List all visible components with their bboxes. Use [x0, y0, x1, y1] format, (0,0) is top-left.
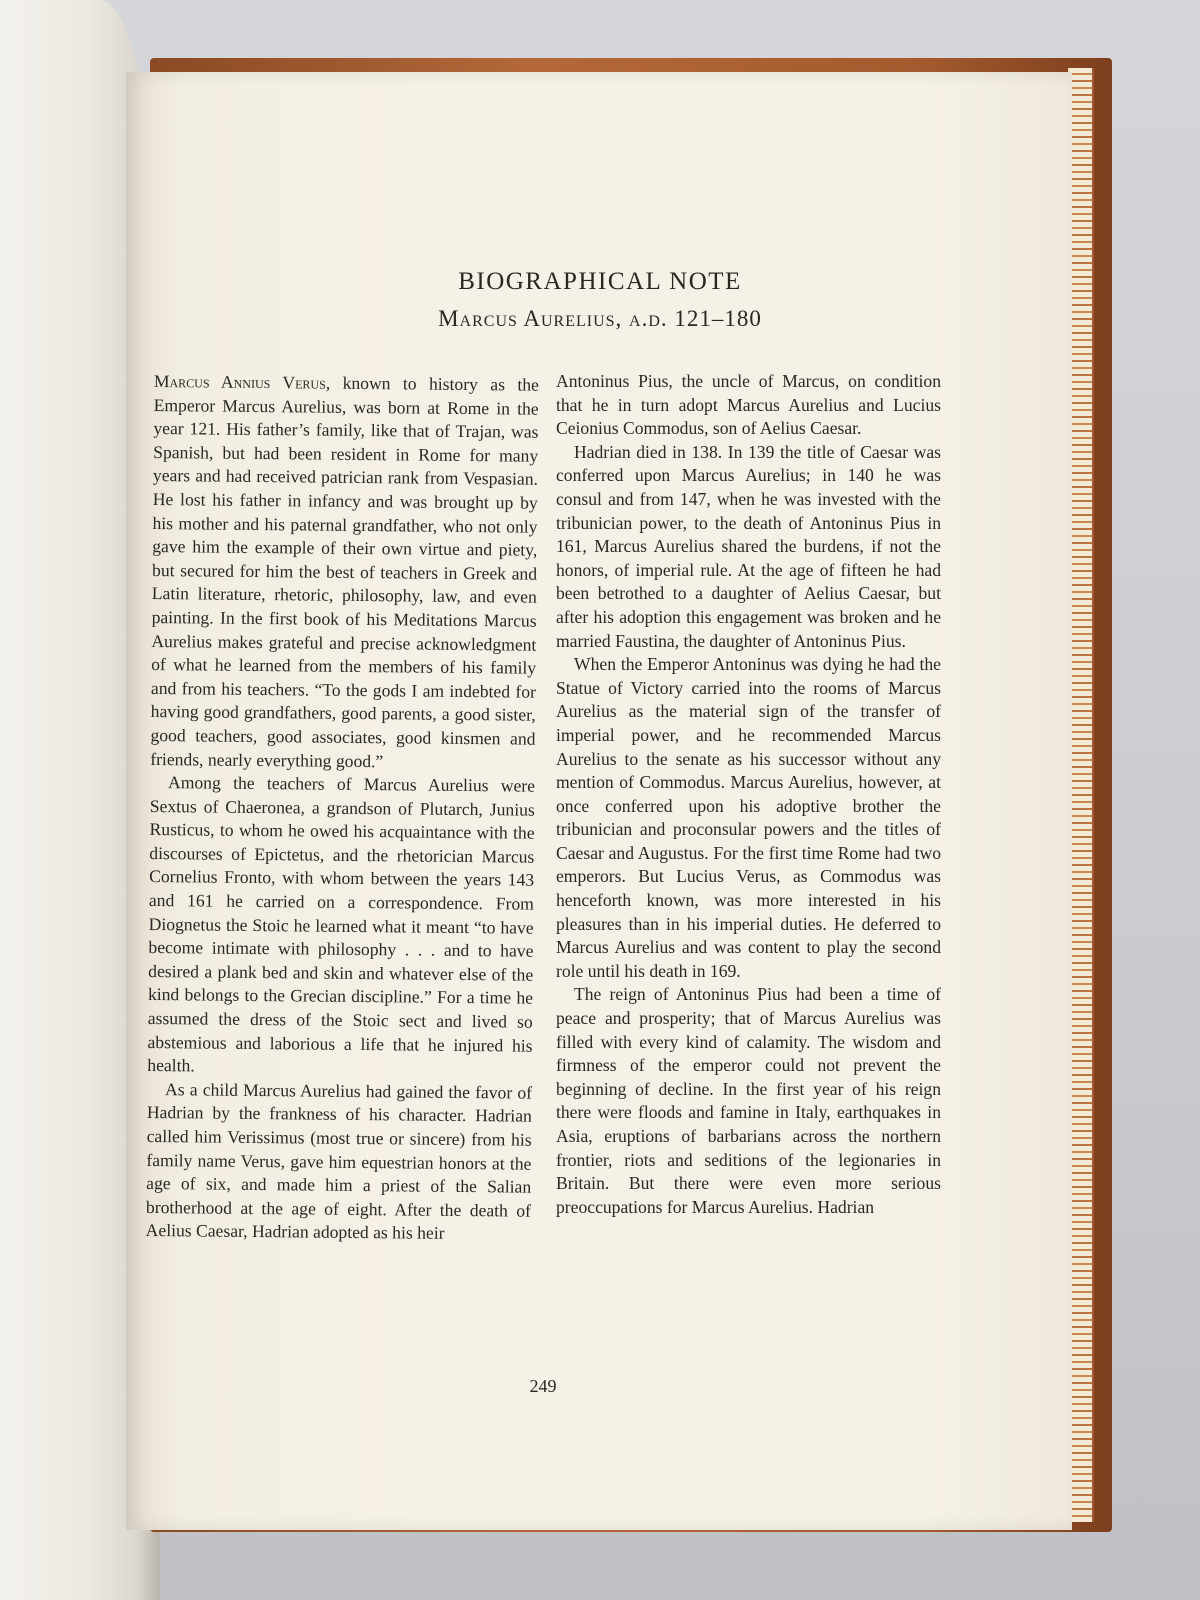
page-number: 249	[529, 1376, 557, 1396]
paragraph: Antoninus Pius, the uncle of Marcus, on condition that he in turn adopt Marcus Aurelius and Lucius Ceionius Commodus, son of Aelius Caesar.	[556, 371, 941, 439]
paragraph	[150, 370, 539, 775]
lead-in: Marcus Annius Verus,	[153, 370, 331, 393]
page-subtitle	[0, 306, 1200, 332]
page-title: BIOGRAPHICAL NOTE	[458, 268, 742, 295]
paragraph: The reign of Antoninus Pius had been a time of peace and prosperity; that of Marcus Aurelius was filled with every kind of calamity. The wisdom and firmness of the emperor could not prevent the beginning of decline. In the first year of his reign there were floods and famine in Italy, earthquakes in Asia, eruptions of barbarians across the northern frontier, riots and seditions of the legionaries in Britain. But there were even more serious preoccupations for Marcus Aurelius. Hadrian	[556, 984, 941, 1217]
subtitle-name: Marcus Aurelius,	[438, 306, 623, 331]
text-column-right	[556, 370, 941, 1219]
paragraph: Hadrian died in 138. In 139 the title of Caesar was conferred upon Marcus Aurelius; in 140 he was consul and from 147, when he was invested with the tribunician power, to the death of Antoninus Pius in 161, Marcus Aurelius shared the burdens, if not the honors, of imperial rule. At the age of fifteen he had been betrothed to a daughter of Aelius Caesar, but after his adoption this engagement was broken and he married Faustina, the daughter of Antoninus Pius.	[556, 441, 941, 651]
paragraph: As a child Marcus Aurelius had gained the favor of Hadrian by the frankness of his character. Hadrian called him Verissimus (most true or sincere) from his family name Verus, gave him equestrian honors at the age of six, and made him a priest of the Salian brotherhood at the age of eight. After the death of Aelius Caesar, Hadrian adopted as his heir	[145, 1078, 533, 1244]
text-column-left	[146, 370, 539, 1247]
paragraph: When the Emperor Antoninus was dying he had the Statue of Victory carried into the rooms of Marcus Aurelius as the material sign of the transfer of imperial power, and he recommended Marcus Aurelius to the senate as his successor without any mention of Commodus. Marcus Aurelius, however, at once conferred upon his adoptive brother the tribunician and proconsular powers and the titles of Caesar and Augustus. For the first time Rome had two emperors. But Lucius Verus, as Commodus was henceforth known, was more interested in his pleasures than in his imperial duties. He deferred to Marcus Aurelius and was content to play the second role until his death in 169.	[556, 654, 941, 981]
paragraph: Among the teachers of Marcus Aurelius were Sextus of Chaeronea, a grandson of Plutarch, Junius Rusticus, to whom he owed his acquaintance with the discourses of Epictetus, and the rhetorician Marcus Cornelius Fronto, with whom between the years 143 and 161 he carried on a correspondence. From Diognetus the Stoic he learned what it meant “to have become intimate with philosophy . . . and to have desired a plank bed and skin and whatever else of the kind belongs to the Grecian discipline.” For a time he assumed the dress of the Stoic sect and lived so abstemious and laborious a life that he injured his health.	[147, 772, 536, 1076]
paragraph-text: known to history as the Emperor Marcus Aurelius, was born at Rome in the year 121. His father’s family, like that of Trajan, was Spanish, but had been resident in Rome for many years and had received patrician rank from Vespasian. He lost his father in infancy and was brought up by his mother and his paternal grandfather, who not only gave him the example of their own virtue and piety, but secured for him the best of teachers in Greek and Latin literature, rhetoric, philosophy, law, and even painting. In the first book of his Meditations Marcus Aurelius makes grateful and precise acknowledgment of what he learned from the members of his family and from his teachers. “To the gods I am indebted for having good grandfathers, good parents, a good sister, good teachers, good associates, good kinsmen and friends, nearly everything good.”	[150, 372, 539, 771]
subtitle-dates: a.d. 121–180	[629, 306, 762, 331]
